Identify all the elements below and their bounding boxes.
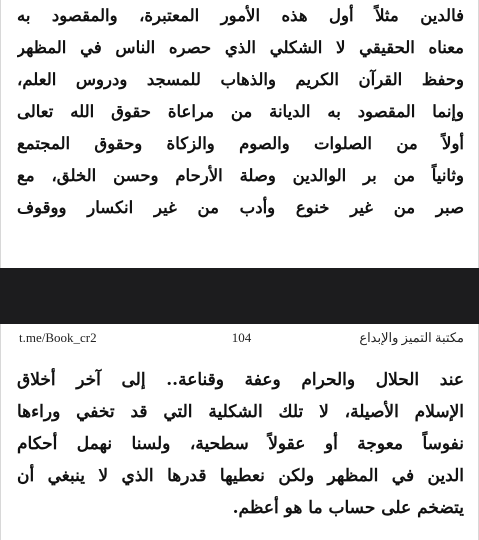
text-line: الدين في المظهر ولكن نعطيها قدرها الذي لا ينبغي أن xyxy=(17,466,464,486)
channel-link[interactable]: t.me/Book_cr2 xyxy=(19,330,97,345)
page-header xyxy=(19,330,464,350)
text-line: صبر من غير خنوع وأدب من غير انكسار ووقوف xyxy=(17,198,464,217)
text-line: معناه الحقيقي لا الشكلي الذي حصره الناس في المظهر xyxy=(17,38,464,57)
text-line: وإنما المقصود به الديانة من مراعاة حقوق الله تعالى xyxy=(17,102,464,121)
page-number: 104 xyxy=(231,330,252,345)
text-line: يتضخم على حساب ما هو أعظم. xyxy=(232,498,464,518)
book-page-bottom xyxy=(0,324,479,540)
book-page-top xyxy=(0,0,479,268)
page-separator xyxy=(0,268,479,324)
page-body-text xyxy=(17,0,464,224)
page-body-text xyxy=(17,364,464,524)
text-line: عند الحلال والحرام وعفة وقناعة.. إلى آخر أخلاق xyxy=(17,370,464,390)
text-line: وحفظ القرآن الكريم والذهاب للمسجد ودروس العلم، xyxy=(17,70,464,89)
library-name: مكتبة التميز والإبداع xyxy=(359,330,464,345)
text-line: الإسلام الأصيلة، لا تلك الشكلية التي قد تخفي وراءها xyxy=(17,402,464,422)
text-line: أولاً من الصلوات والصوم والزكاة وحقوق المجتمع xyxy=(17,134,464,153)
text-line: فالدين مثلاً أول هذه الأمور المعتبرة، والمقصود به xyxy=(17,6,464,25)
text-line: نفوساً معوجة أو عقولاً سطحية، ولسنا نهمل أحكام xyxy=(17,434,464,454)
text-line: وثانياً من بر الوالدين وصلة الأرحام وحسن الخلق، مع xyxy=(17,166,464,185)
